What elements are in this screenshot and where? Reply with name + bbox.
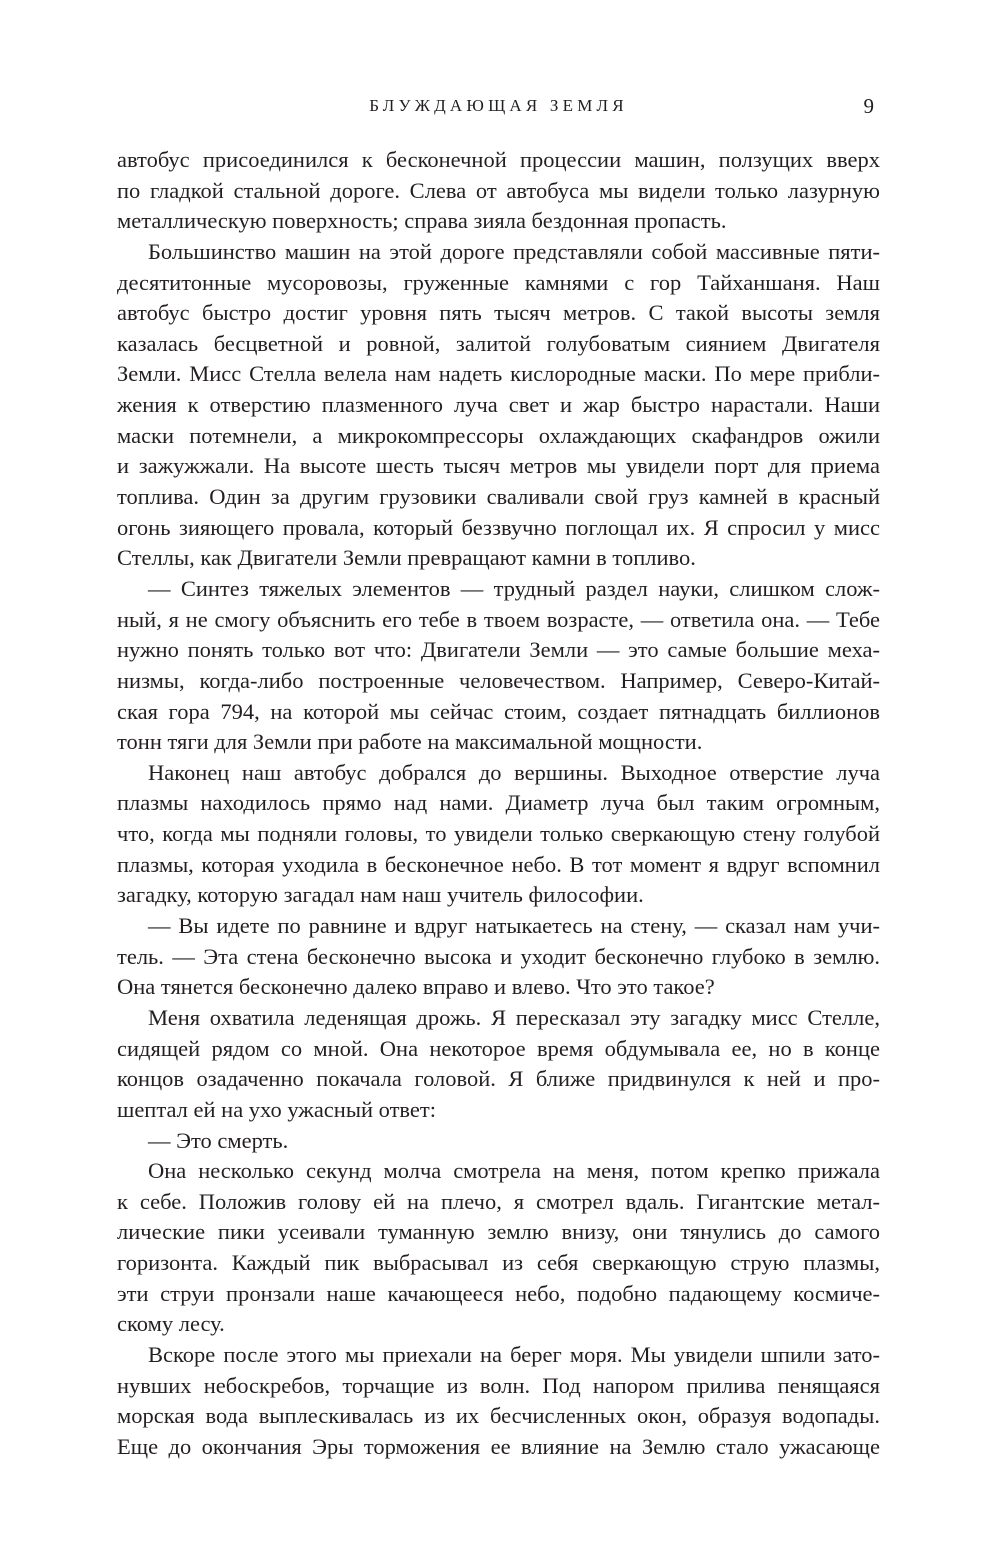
- text-line: концов озадаченно покачала головой. Я ближе придвинулся к ней и про-: [117, 1066, 880, 1092]
- text-line: жения к отверстию плазменного луча свет и жар быстро нарастали. Наши: [117, 392, 880, 418]
- body-text: [117, 145, 880, 1463]
- text-line: металлическую поверхность; справа зияла бездонная пропасть.: [117, 208, 727, 234]
- paragraph: [117, 1340, 880, 1463]
- text-line: автобус быстро достиг уровня пять тысяч метров. С такой высоты земля: [117, 300, 880, 326]
- text-line: топлива. Один за другим грузовики сваливали свой груз камней в красный: [117, 484, 880, 510]
- text-line: плазмы, которая уходила в бесконечное небо. В тот момент я вдруг вспомнил: [117, 851, 880, 877]
- text-line: Большинство машин на этой дороге представляли собой массивные пяти-: [148, 238, 880, 264]
- paragraph: [117, 1156, 880, 1340]
- text-line: казалась бесцветной и ровной, залитой голубоватым сиянием Двигателя: [117, 330, 880, 356]
- text-line: Она тянется бесконечно далеко вправо и влево. Что это такое?: [117, 974, 715, 1000]
- text-line: что, когда мы подняли головы, то увидели только сверкающую стену голубой: [117, 821, 880, 847]
- text-line: скому лесу.: [117, 1311, 225, 1337]
- text-line: Меня охватила леденящая дрожь. Я пересказал эту загадку мисс Стелле,: [148, 1004, 880, 1030]
- text-line: — Это смерть.: [148, 1127, 289, 1153]
- paragraph: [117, 911, 880, 1003]
- text-line: и зажужжали. На высоте шесть тысяч метров мы увидели порт для приема: [117, 453, 880, 479]
- paragraph: [117, 1003, 880, 1126]
- paragraph: [117, 1126, 880, 1157]
- text-line: Наконец наш автобус добрался до вершины. Выходное отверстие луча: [148, 759, 880, 785]
- paragraph: [117, 145, 880, 237]
- text-line: к себе. Положив голову ей на плечо, я смотрел вдаль. Гигантские метал-: [117, 1188, 880, 1214]
- text-line: по гладкой стальной дороге. Слева от автобуса мы видели только лазурную: [117, 177, 880, 203]
- text-line: низмы, когда-либо построенные человечеством. Например, Северо-Китай-: [117, 667, 880, 693]
- paragraph: [117, 237, 880, 574]
- text-line: нужно понять только вот что: Двигатели Земли — это самые большие меха-: [117, 637, 880, 663]
- running-title: БЛУЖДАЮЩАЯ ЗЕМЛЯ: [369, 96, 628, 115]
- text-line: нувших небоскребов, торчащие из волн. Под напором прилива пенящаяся: [117, 1372, 880, 1398]
- page-number: 9: [863, 94, 874, 118]
- text-line: сидящей рядом со мной. Она некоторое время обдумывала ее, но в конце: [117, 1035, 880, 1061]
- text-line: Еще до окончания Эры торможения ее влияние на Землю стало ужасающе: [117, 1433, 880, 1459]
- text-line: шептал ей на ухо ужасный ответ:: [117, 1096, 436, 1122]
- text-line: ный, я не смогу объяснить его тебе в твоем возрасте, — ответила она. — Тебе: [117, 606, 880, 632]
- text-line: автобус присоединился к бесконечной процессии машин, ползущих вверх: [117, 147, 880, 172]
- text-line: Земли. Мисс Стелла велела нам надеть кислородные маски. По мере прибли-: [117, 361, 880, 387]
- text-line: — Синтез тяжелых элементов — трудный раздел науки, слишком слож-: [148, 575, 880, 601]
- text-line: десятитонные мусоровозы, груженные камнями с гор Тайханшаня. Наш: [117, 269, 880, 295]
- text-line: тель. — Эта стена бесконечно высока и уходит бесконечно глубоко в землю.: [117, 943, 880, 969]
- text-line: маски потемнели, а микрокомпрессоры охлаждающих скафандров ожили: [117, 422, 880, 448]
- text-line: Стеллы, как Двигатели Земли превращают камни в топливо.: [117, 545, 696, 571]
- paragraph: [117, 758, 880, 911]
- text-line: Вскоре после этого мы приехали на берег моря. Мы увидели шпили зато-: [148, 1341, 880, 1367]
- text-line: плазмы находилось прямо над нами. Диаметр луча был таким огромным,: [117, 790, 880, 816]
- text-line: тонн тяги для Земли при работе на максимальной мощности.: [117, 729, 703, 755]
- text-line: морская вода выплескивалась из их бесчисленных окон, образуя водопады.: [117, 1403, 880, 1429]
- text-line: Она несколько секунд молча смотрела на меня, потом крепко прижала: [148, 1158, 880, 1184]
- text-line: загадку, которую загадал нам наш учитель философии.: [117, 882, 644, 908]
- text-line: эти струи пронзали наше качающееся небо, подобно падающему космиче-: [117, 1280, 880, 1306]
- running-header: [117, 94, 880, 122]
- text-line: — Вы идете по равнине и вдруг натыкаетесь на стену, — сказал нам учи-: [148, 913, 880, 939]
- text-line: лические пики усеивали туманную землю внизу, они тянулись до самого: [117, 1219, 880, 1245]
- text-line: ская гора 794, на которой мы сейчас стоим, создает пятнадцать биллионов: [117, 698, 880, 724]
- text-line: огонь зияющего провала, который беззвучно поглощал их. Я спросил у мисс: [117, 514, 880, 540]
- paragraph: [117, 574, 880, 758]
- text-line: горизонта. Каждый пик выбрасывал из себя сверкающую струю плазмы,: [117, 1250, 880, 1276]
